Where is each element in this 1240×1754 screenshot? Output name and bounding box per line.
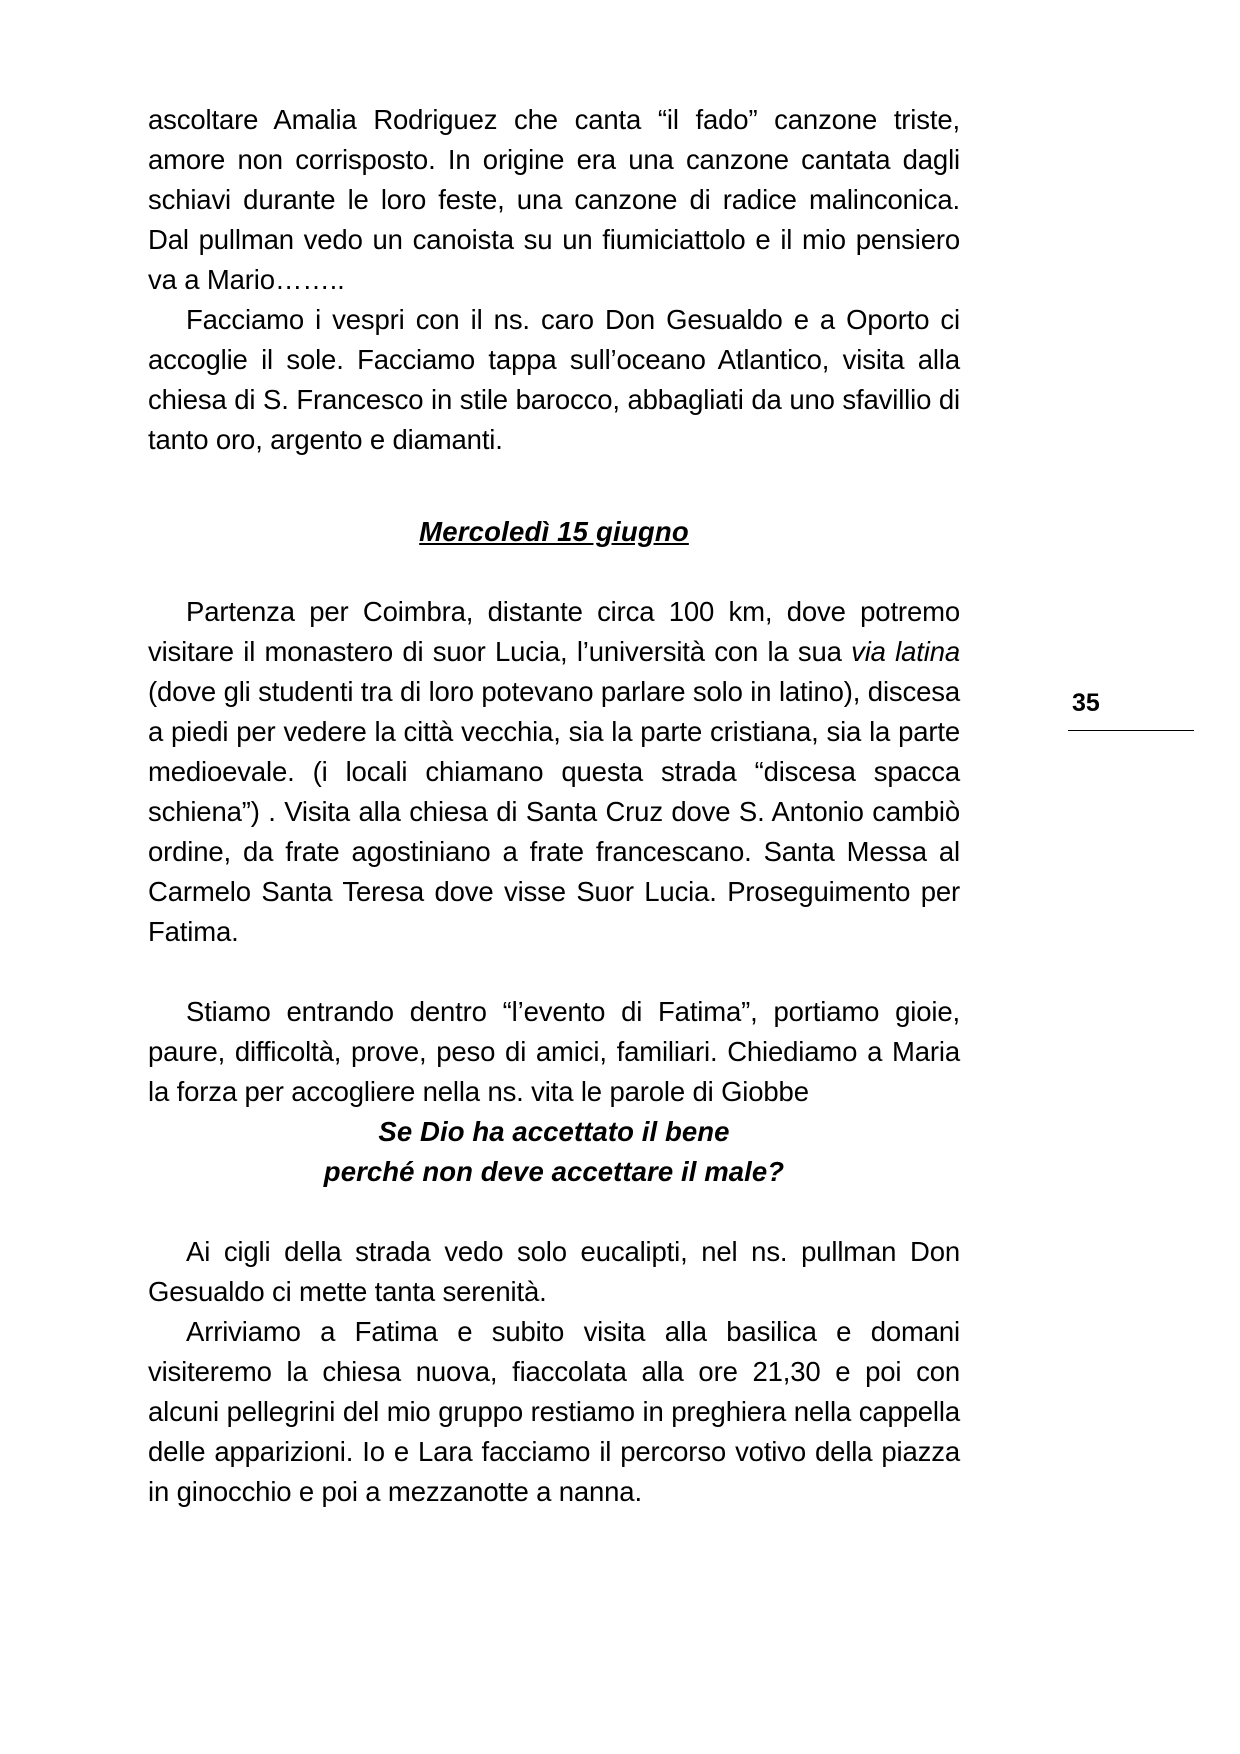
quote-line-2: perché non deve accettare il male? [323,1156,785,1187]
quote-block-giobbe [148,1112,960,1192]
spacer-before-heading [148,460,960,512]
date-heading-mercoledi: Mercoledì 15 giugno [419,516,689,547]
paragraph-arrivo-fatima: Arriviamo a Fatima e subito visita alla basilica e domani visiteremo la chiesa nuova, fiaccolata alla ore 21,30 e poi con alcuni pellegrini del mio gruppo restiamo in preghiera nella cappella delle apparizioni. Io e Lara facciamo il percorso votivo della piazza in ginocchio e poi a mezzanotte a nanna. [148,1316,960,1507]
quote-line-1: Se Dio ha accettato il bene [378,1116,730,1147]
paragraph-evento-fatima: Stiamo entrando dentro “l’evento di Fatima”, portiamo gioie, paure, difficoltà, prove, peso di amici, familiari. Chiediamo a Maria la forza per accogliere nella ns. vita le parole di Giobbe [148,996,960,1107]
paragraph-coimbra [148,592,960,952]
paragraph-coimbra-part1: Partenza per Coimbra, distante circa 100 km, dove potremo visitare il monastero di suor Lucia, l’università con la sua [148,596,960,667]
spacer-after-quote [148,1192,960,1232]
page-number-block [1068,688,1198,731]
emphasis-via-latina: via latina [851,636,960,667]
spacer-after-heading [148,552,960,592]
paragraph-oporto: Facciamo i vespri con il ns. caro Don Gesualdo e a Oporto ci accoglie il sole. Facciamo tappa sull’oceano Atlantico, visita alla chiesa di S. Francesco in stile barocco, abbagliati da uno sfavillio di tanto oro, argento e diamanti. [148,304,960,455]
page-number-rule [1068,730,1194,731]
paragraph-coimbra-part2: (dove gli studenti tra di loro potevano parlare solo in latino), discesa a piedi per vedere la città vecchia, sia la parte cristiana, sia la parte medioevale. (i locali chiamano questa strada “discesa spacca schiena”) . Visita alla chiesa di Santa Cruz dove S. Antonio cambiò ordine, da frate agostiniano a frate francescano. Santa Messa al Carmelo Santa Teresa dove visse Suor Lucia. Proseguimento per Fatima. [148,676,960,947]
paragraph-intro-continuation: ascoltare Amalia Rodriguez che canta “il fado” canzone triste, amore non corrisposto. In origine era una canzone cantata dagli schiavi durante le loro feste, una canzone di radice malinconica. Dal pullman vedo un canoista su un fiumiciattolo e il mio pensiero va a Mario…….. [148,104,960,295]
page-content [148,100,960,1512]
page-number: 35 [1072,689,1100,717]
spacer-before-fatima [148,952,960,992]
paragraph-eucalipti: Ai cigli della strada vedo solo eucalipti, nel ns. pullman Don Gesualdo ci mette tanta serenità. [148,1236,960,1307]
